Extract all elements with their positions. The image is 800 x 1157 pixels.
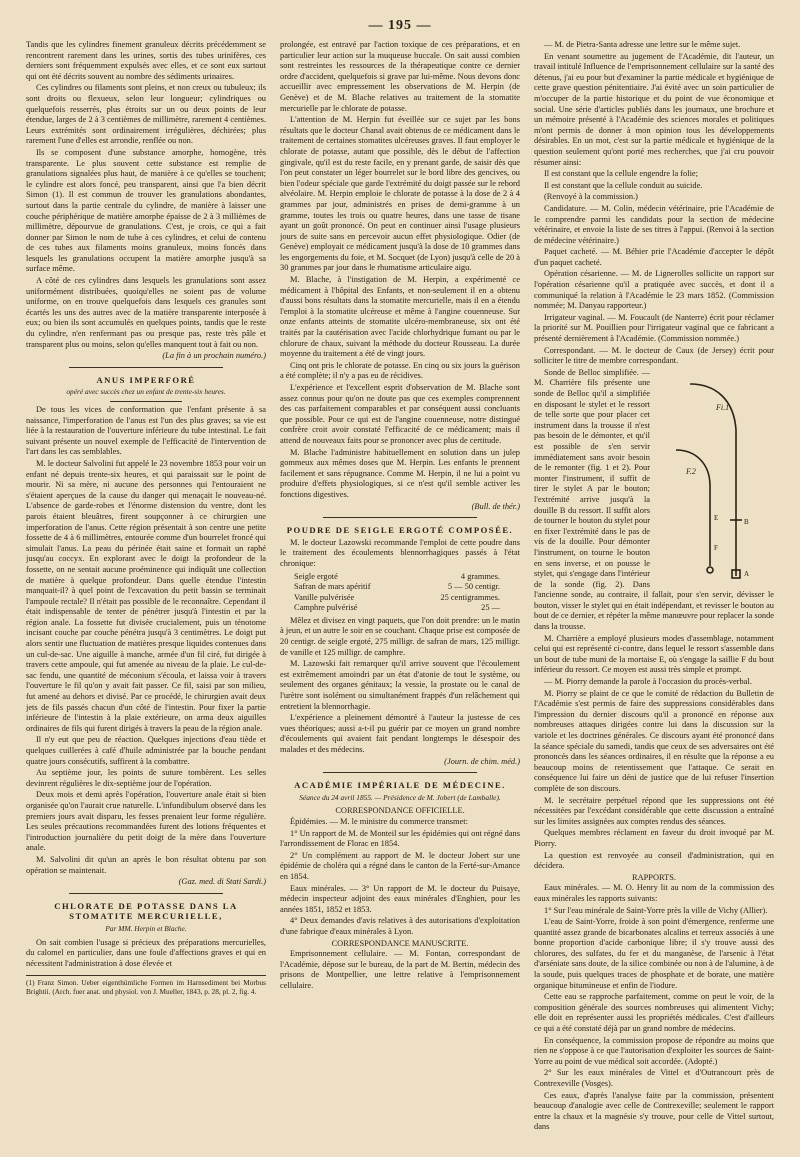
- paragraph: Ces cylindres ou filaments sont pleins, et non creux ou tubuleux; ils sont droits ou flexueux, selon leur longueur; cylindriques ou quelquefois resserrés, plus étroits sur un ou deux points de leur étendue, larges de 2 à 3 centièmes de millimètre, rarement 4 centièmes. Leurs extrémités sont ordinairement irrégulières, déchirées; plus rarement l'une d'elles est arrondie, renflée ou non.: [26, 83, 266, 146]
- paragraph: M. Charrière a employé plusieurs modes d'assemblage, notamment celui qui est représenté ci-contre, dans lequel le ressort s'assemble dans un bout de tube muni de la mortaise E, où s'engage la saillie F du bout inférieur du ressort. Ce moyen est aussi très simple et prompt.: [534, 633, 774, 675]
- paragraph: Opération césarienne. — M. de Lignerolles sollicite un rapport sur l'opération césarienne qu'il a pratiquée avec succès, et dont il a communiqué la relation à l'Académie le 23 mars 1852. (Commission nommée; M. Danyau rapporteur.): [534, 269, 774, 311]
- paragraph: La question est renvoyée au conseil d'administration, qui en décidera.: [534, 850, 774, 871]
- divider: [323, 772, 477, 773]
- footnote: (1) Franz Simon. Ueber eigenthümliche Formen im Harnsediment bei Morbus Brightii. (Arch. fuer anat. und physiol. von J. Mueller, 1843, p. 28, pl. 2, fig. 4.: [26, 975, 266, 996]
- fig-label: E: [714, 513, 719, 522]
- fig-label: A: [744, 569, 750, 578]
- paragraph: L'eau de Saint-Yorre, froide à son point d'émergence, renferme une quantité assez grande de bicarbonates alcalins et terreux associés à une bonne proportion d'acide carbonique libre; il s'y trouve aussi des chlorures, des sulfates, du fer et du manganèse, de l'arsenic à l'état d'arséniate sans doute, de la silice combinée ou non à de l'alumine, à de la soude, puis quelques traces de phosphate et de borate, une matière organique bitumineuse et enfin de l'iodure.: [534, 917, 774, 990]
- paragraph: Cette eau se rapproche parfaitement, comme on peut le voir, de la composition générale des sources nombreuses qui alimentent Vichy; elle doit en représenter aussi les propriétés médicales. C'est d'ailleurs ce qui a été constaté déjà par un grand nombre de médecins.: [534, 992, 774, 1034]
- fig-label: Fi.1: [716, 402, 730, 412]
- paragraph: — M. de Pietra-Santa adresse une lettre sur le même sujet.: [544, 40, 741, 49]
- paragraph: Paquet cacheté. — M. Béhier prie l'Académie d'accepter le dépôt d'un paquet cacheté.: [534, 247, 774, 267]
- source-citation: (Journ. de chim. méd.): [444, 756, 520, 766]
- paragraph: On sait combien l'usage si précieux des préparations mercurielles, du calomel en particulier, dans une foule d'affections graves et qui en nécessitent l'administration à dose élevée et: [26, 937, 266, 968]
- recipe-row: [294, 582, 520, 593]
- divider: [110, 401, 182, 402]
- paragraph: M. le docteur Lazowski recommande l'emploi de cette poudre dans le traitement des écoulements blennorrhagiques passés à l'état chronique:: [280, 537, 520, 568]
- paragraph: prolongée, est entravé par l'action toxique de ces préparations, et en particulier leur action sur la muqueuse buccale. On sait aussi combien sont restreintes les ressources de la thérapeutique contre ce dernier ordre d'accident, quelquefois si grave par lui-même. Nous devons donc accueillir avec empressement les observations de M. Herpin (de Genève) et de M. Blache relatives au traitement de la stomatite mercurielle par le chlorate de potasse.: [280, 40, 520, 113]
- recipe-row: [294, 603, 520, 614]
- ingredient: Camphre pulvérisé: [294, 603, 358, 613]
- paragraph: Il est constant que la cellule engendre la folie;: [544, 169, 698, 179]
- paragraph: L'expérience et l'excellent esprit d'observation de M. Blache sont assez connus pour qu'on ne doute pas que ces exemples comprennent des cas parfaitement comparables et par conséquent aussi concluants que possible. Pour ce qui est de l'angine couenneuse, notre distingué confrère croit avoir constaté l'efficacité de ce médicament; mais il attend de nouveaux faits pour se prononcer avec plus de certitude.: [280, 383, 520, 445]
- paragraph: Il n'y eut que peu de réaction. Quelques injections d'eau tiède et quelques cuillerées à café d'huile administrée par la bouche pendant quatre jours consécutifs, suffirent à la combattre.: [26, 735, 266, 766]
- paragraph: Quelques membres réclament en faveur du droit invoqué par M. Piorry.: [534, 828, 774, 848]
- paragraph: Épidémies. — M. le ministre du commerce transmet:: [290, 816, 468, 826]
- paragraph: (Renvoyé à la commission.): [544, 192, 638, 202]
- paragraph: M. Piorry se plaint de ce que le comité de rédaction du Bulletin de l'Académie s'est permis de faire des suppressions considérables dans l'impression du dernier discours qu'il a prononcé en réponse aux nombreuses attaques dirigées contre lui dans la discussion sur la variole et les doctrines générales. Ce discours ayant été prononcé dans la séance spéciale du samedi, tandis que ceux de ses adversaires ont été prononcés dans les séances ordinaires, il en résulte que la réponse a eu beaucoup moins de retentissement que l'attaque. Ce serait en conséquence lui faire un déni de justice que de lui refuser l'insertion complète de son discours.: [534, 688, 774, 793]
- paragraph: Correspondant. — M. le docteur de Caux (de Jersey) écrit pour solliciter le titre de membre correspondant.: [534, 345, 774, 366]
- recipe-row: [294, 593, 520, 604]
- recipe-row: [294, 572, 520, 583]
- recipe-table: [294, 572, 520, 614]
- paragraph: Eaux minérales. — M. O. Henry lit au nom de la commission des eaux minérales les rapports suivants:: [534, 883, 774, 903]
- paragraph: Ils se composent d'une substance amorphe, homogène, très transparente. Le plus souvent cette substance est remplie de granulations signalées plus haut, de manière à ce qu'elles se touchent; le cylindre est alors foncé, peu transparent, ainsi que l'a bien décrit Simon (1). Il est commun de trouver les granulations abondantes, surtout dans la partie centrale du cylindre, de manière à laisser une couche périphérique de matière amorphe épaisse de 2 à 3 millièmes de millimètre, dépourvue de granulations. C'est, je crois, ce qui a fait donner par Simon le nom de tube à ces cylindres, et celui de contenu de ces tubes aux filaments moins granuleux, moins foncés dans lesquels les granulations occupent la matière amorphe jusqu'à sa surface même.: [26, 147, 266, 274]
- paragraph: 2° Un complément au rapport de M. le docteur Jobert sur une épidémie de choléra qui a régné dans le canton de la Ferté-sur-Amance en 1854.: [280, 850, 520, 881]
- ingredient: Seigle ergoté: [294, 571, 338, 581]
- paragraph: Il est constant que la cellule conduit au suicide.: [544, 180, 703, 190]
- divider: [323, 517, 477, 518]
- paragraph: L'attention de M. Herpin fut éveillée sur ce sujet par les bons résultats que le docteur Chanal avait obtenus de ce médicament dans le traitement de certaines stomatites ulcéreuses graves. Il faut employer le chlorate de potasse, autant que possible, dès le début de l'affection gingivale, qu'il est du reste facile, en y prenant garde, de saisir dès que l'on peut constater un léger bourrelet sur le bord libre des gencives, ou bien l'odeur spéciale que garde l'extrémité du doigt passée sur le rebord alvéolaire. M. Herpin emploie le chlorate de potasse à la dose de 2 à 4 grammes par jour, administrés en prises de demi-gramme à un gramme, toutes les trois ou quatre heures, dans une tasse de tisane ayant un goût prononcé. On peut en continuer ainsi l'usage plusieurs jours de suite sans en percevoir aucun effet physiologique. Odier (de Genève) employait ce médicament jusqu'à la dose de 10 grammes dans les engorgements du foie, et M. Socquet (de Lyon) jusqu'à celle de 20 à 30 grammes par jour dans le rhumatisme articulaire aigu.: [280, 115, 520, 273]
- paragraph: Deux mois et demi après l'opération, l'ouverture anale était si bien organisée qu'on l'aurait crue naturelle. L'infundibulum observé dans les premiers jours avait disparu, les fesses prenaient leur forme régulière. Les seules précautions recommandées furent des lotions fréquentes et l'introduction journalière du petit doigt de la mère dans l'ouverture anale.: [26, 790, 266, 853]
- quantity: 5 — 50 centigr.: [447, 582, 500, 592]
- paragraph: M. le secrétaire perpétuel répond que les suppressions ont été nécessitées par l'excédant considérable que cette discussion a entraîné sur les limites assignées aux comptes rendus des séances.: [534, 795, 774, 826]
- session-line: Séance du 24 avril 1855. — Présidence de M. Jobert (de Lamballe).: [299, 792, 501, 802]
- belloc-sonde-figure: [656, 370, 774, 584]
- fig-label: B: [744, 517, 749, 526]
- paragraph: M. Salvolini dit qu'un an après le bon résultat obtenu par son opération se maintenait.: [26, 854, 266, 875]
- source-citation: (Gaz. med. di Stati Sardi.): [178, 877, 266, 887]
- section-title: ANUS IMPERFORÉ: [96, 374, 196, 385]
- subsection-title: RAPPORTS.: [632, 872, 676, 882]
- paragraph: 1° Sur l'eau minérale de Saint-Yorre près la ville de Vichy (Allier).: [544, 905, 768, 915]
- quantity: 25 —: [481, 603, 500, 613]
- paragraph: M. Blache, à l'instigation de M. Herpin, a expérimenté ce médicament à l'hôpital des Enfants, et non-seulement il en a obtenu d'aussi bons résultats dans la stomatite mercurielle, mais il en a étendu l'emploi à la stomatite ulcéreuse et même à l'angine couenneuse. Sur onze enfants atteints de stomatite ulcéro-membraneuse, six ont été traités par la cautérisation avec l'acide chlorhydrique fumant ou par le chlorure de chaux, suivant la méthode du docteur Rousseau. La durée moyenne du traitement a été de vingt jours.: [280, 275, 520, 359]
- paragraph: En venant soumettre au jugement de l'Académie, dit l'auteur, un travail intitulé Influence de l'emprisonnement cellulaire sur la santé des détenus, j'ai eu pour but d'examiner la partie médicale et hygiénique de cette grave question pénitentiaire. J'ai évité avec un soin particulier de m'occuper de la partie historique et du point de vue économique et social. Une série d'articles publiés dans les journaux, une brochure et un mémoire présenté à l'Académie des sciences morales et politiques m'ont permis de donner à mon opinion tous les développements désirables. En un mot, c'est sur la partie médicale et hygiénique de la question seulement qu'ont porté mes recherches, que j'ai cru pouvoir résumer ainsi:: [534, 51, 774, 167]
- paragraph: En conséquence, la commission propose de répondre au moins que rien ne s'oppose à ce que l'autorisation d'exploiter les sources de Saint-Yorre au point de vue médical soit accordée. (Adopté.): [534, 1035, 774, 1066]
- source-citation: (Bull. de thér.): [471, 501, 520, 511]
- page-number: — 195 —: [368, 18, 432, 33]
- section-title: CHLORATE DE POTASSE DANS LA STOMATITE MERCURIELLE,: [54, 900, 238, 922]
- paragraph: A côté de ces cylindres dans lesquels les granulations sont assez uniformément distribuées, quoiqu'elles ne soient pas de volume uniforme, on en trouve quelquefois dans lesquels ces granules sont écartés les uns des autres avec de la matière transparente interposée à eux; ou bien ils sont accumulés en quelques points, tandis que le reste du cylindre, n'en renfermant pas ou presque pas, reste très pâle et transparent plus ou moins, selon qu'elles manquent tout à fait ou non.: [26, 276, 266, 349]
- paragraph: Sonde de Belloc simplifiée. — M. Charrière fils présente une sonde de Belloc qu'il a simplifiée en disposant le stylet et le ressort de telle sorte que pour placer cet instrument dans la trousse il n'est pas besoin de le démonter, et qu'il est possible de s'en servir immédiatement sans avoir besoin de le remonter (fig. 1 et 2). Pour monter l'instrument, il suffit de tirer le stylet A par le bouton; l'extrémité arrive jusqu'à la douille B du ressort. Il suffit alors de tourner le bouton du stylet pour en fixer l'extrémité dans le pas de vis de la douille. Pour démonter l'instrument, on tourne le bouton en sens inverse, et on pousse le stylet, qui s'engage dans l'intérieur de la sonde (fig. 2). Dans l'ancienne sonde, au contraire, il fallait, pour s'en servir, dévisser le bouton, visser le stylet qui en était indépendant, et revisser le bouton au bout de ce dernier, et répéter la même manœuvre pour replacer la sonde dans la trousse.: [534, 367, 774, 632]
- column-2: [280, 40, 520, 1140]
- paragraph: Cinq ont pris le chlorate de potasse. En cinq ou six jours la guérison a été complète; il n'y a pas eu de récidives.: [280, 360, 520, 381]
- ingredient: Safran de mars apéritif: [294, 582, 371, 592]
- paragraph: Emprisonnement cellulaire. — M. Fontan, correspondant de l'Académie, dépose sur le bureau, de la part de M. Bertin, médecin des prisons de Montpellier, une lettre relative à l'emprisonnement cellulaire.: [280, 949, 520, 990]
- paragraph: De tous les vices de conformation que l'enfant présente à sa naissance, l'imperforation de l'anus est l'un des plus graves; sa vie est liée à la restauration de l'ouverture inférieure du tube intestinal. Le fait suivant présente un nouvel exemple de l'efficacité de l'intervention de l'art dans les cas semblables.: [26, 405, 266, 457]
- paragraph: M. Lazowski fait remarquer qu'il arrive souvent que l'écoulement est extrêmement amoindri par un état d'atonie de tout le système, ou seulement des organes génitaux; la vessie, la prostate ou le canal de l'urètre sont isolément ou simultanément frappés d'un relâchement qui entretient la blennorrhagie.: [280, 659, 520, 711]
- paragraph: Tandis que les cylindres finement granuleux décrits précédemment se rencontrent rarement dans les urines, sortis des tubes urinifères, ces derniers sont fréquemment expulsés avec elles, et ce sont eux surtout qui ont été décrits souvent au nombre des sédiments urinaires.: [26, 40, 266, 81]
- continuation-note: (La fin à un prochain numéro.): [162, 351, 266, 361]
- fig-label: F: [714, 543, 718, 552]
- quantity: 25 centigrammes.: [440, 592, 500, 602]
- section-title: ACADÉMIE IMPÉRIALE DE MÉDECINE.: [294, 780, 506, 791]
- paragraph: M. le docteur Salvolini fut appelé le 23 novembre 1853 pour voir un enfant né depuis trente-six heures, et qui paraissait sur le point de mourir. Ni sa mère, ni aucune des personnes qui l'entouraient ne s'étaient aperçues de la cause du danger qui menaçait le nouveau-né. L'absence de garde-robes et l'énorme distension du ventre, dont les parois étaient bleuâtres, firent soupçonner à ce chirurgien une imperforation de l'anus. Cette région présentait à son centre une petite fossette de 4 à 6 millimètres, entourée comme d'un bourrelet froncé qui simulait l'anus. La peau du périnée était saine et formait un raphé jusqu'au coccyx. En explorant avec le doigt la profondeur de la fossette, on ne sentait aucune proéminence qui indiquât une collection de matière à quelque profondeur. Dans quelle étendue l'intestin manquait-il? à quel point de l'excavation du petit bassin se terminait l'ampoule rectale? Il n'était pas possible de le reconnaître. Cependant il était indispensable de tenter de pénétrer jusqu'à l'intestin et par la région anale. La fossette fut divisée crucialement, puis un ténotome incisant couche par couche pénétra jusqu'à 3 centimètres. Le doigt put alors sentir une fluctuation de matières presque liquides contenues dans un cul-de-sac. Une aiguille à manche, armée d'un fil ciré, fut dirigée à travers cette ampoule, qui fut amenée au niveau de la plaie. Le cul-de-sac fendu, une quantité de méconium s'écoula, et laissa voir à travers l'ouverture le fil qu'on y avait fait passer. Ce fil, saisi par son milieu, fut amené au dehors et divisé. Par ce procédé, le chirurgien avait deux jets de fils passés chacun d'un côté de l'intestin. Pour fixer la partie inférieure de l'intestin à la plaie extérieure, on arma deux aiguilles ordinaires de fils qui furent dirigés à travers la peau de la région anale.: [26, 458, 266, 733]
- paragraph: — M. Piorry demande la parole à l'occasion du procès-verbal.: [544, 677, 752, 687]
- section-subtitle: opéré avec succès chez un enfant de trente-six heures.: [66, 387, 226, 397]
- paragraph: Candidature. — M. Colin, médecin vétérinaire, prie l'Académie de le comprendre parmi les candidats pour la section de médecine vétérinaire, et envoie la liste de ses titres à l'appui. (Renvoi à la section de médecine vétérinaire.): [534, 203, 774, 245]
- column-3: [534, 40, 774, 1140]
- section-title: POUDRE DE SEIGLE ERGOTÉ COMPOSÉE.: [286, 525, 514, 536]
- paragraph: 4° Deux demandes d'avis relatives à des autorisations d'exploitation d'une fabrique d'eaux minérales à Lyon.: [280, 916, 520, 936]
- paragraph: 1° Un rapport de M. de Monteil sur les épidémies qui ont régné dans l'arrondissement de Florac en 1854.: [280, 828, 520, 849]
- divider: [69, 893, 223, 894]
- ingredient: Vanille pulvérisée: [294, 592, 355, 602]
- paragraph: Irrigateur vaginal. — M. Foucault (de Nanterre) écrit pour réclamer la priorité sur M. Pouillien pour l'irrigateur vaginal que ce fabricant a présenté dernièrement à l'Académie. (Commission nommée.): [534, 312, 774, 344]
- subsection-title: CORRESPONDANCE MANUSCRITE.: [331, 938, 469, 948]
- paragraph: Ces eaux, d'après l'analyse faite par la commission, présentent beaucoup d'analogie avec celle de Contrexeville; seulement le rapport entre la chaux et la magnésie s'y trouve, pour celle de Vittel surtout, dans: [534, 1090, 774, 1132]
- column-1: [26, 40, 266, 1140]
- section-authors: Par MM. Herpin et Blache.: [105, 923, 187, 933]
- columns: [26, 40, 774, 1140]
- paragraph: Mêlez et divisez en vingt paquets, que l'on doit prendre: un le matin à jeun, et un autre le soir en se couchant. Chaque prise est composée de 20 centigr. de seigle ergoté, 275 milligr. de safran de mars, 125 milligr. de vanille et 125 milligr. de camphre.: [280, 615, 520, 657]
- subsection-title: CORRESPONDANCE OFFICIELLE.: [335, 806, 465, 816]
- paragraph: L'expérience a pleinement démontré à l'auteur la justesse de ces vues théoriques; aussi a-t-il pu guérir par ce moyen un grand nombre d'écoulements qui avaient fait pendant longtemps le désespoir des malades et des médecins.: [280, 713, 520, 754]
- paragraph: Eaux minérales. — 3° Un rapport de M. le docteur du Puisaye, médecin inspecteur adjoint des eaux minérales d'Enghien, pour les années 1851, 1852 et 1853.: [280, 883, 520, 914]
- divider: [69, 367, 223, 368]
- paragraph: 2° Sur les eaux minérales de Vittel et d'Outrancourt près de Contrexeville (Vosges).: [534, 1068, 774, 1088]
- paragraph: Au septième jour, les points de suture tombèrent. Les selles devinrent régulières le dix-septième jour de l'opération.: [26, 768, 266, 788]
- fig-label: F.2: [686, 466, 696, 476]
- paragraph: M. Blache l'administre habituellement en solution dans un julep gommeux aux mêmes doses que M. Herpin. Les enfants le prennent facilement et sans répugnance. Comme M. Herpin, il ne lui a point vu produire d'effets physiologiques, si ce n'est qu'il semble activer les fonctions digestives.: [280, 447, 520, 499]
- quantity: 4 grammes.: [460, 571, 500, 581]
- sonde-tube-fig1: [690, 384, 736, 576]
